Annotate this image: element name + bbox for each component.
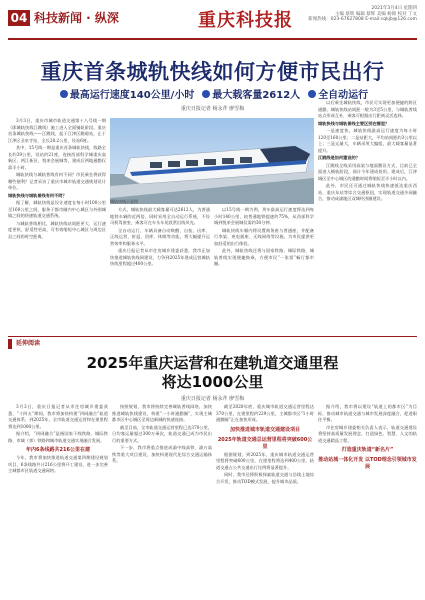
bullet-text: 最大载客量2612人	[212, 90, 301, 101]
second-column-3	[216, 404, 314, 594]
paragraph: 其中，15号线一期是重庆首条城轨快线，线路全长约39公里，设站约21座，连接西部科学城重庆高新区、两江新区、悦来会展城等，建成后两地通勤仅需半小时。	[8, 145, 106, 170]
paragraph: 根据规划，到2025年，重庆城市轨道交通运营里程将突破600公里，在建里程将达到400公里，轨道交通占公共交通出行比例将显著提升。	[216, 451, 314, 470]
paragraph: 截至2020年底，重庆城市轨道交通运营里程达370公里，在建里程约229公里，主城都市区“1小时通勤圈”正在加快形成。	[216, 404, 314, 422]
section-name: 科技新闻 · 纵深	[34, 11, 119, 25]
paragraph: 同时，我市还将积极探索轨道交通与沿线土地综合开发，推动TOD模式发展，提升城市品质。	[216, 472, 314, 484]
second-column-4	[318, 404, 417, 594]
paragraph: 全自动运行，车辆具备自动唤醒、自检、出库、正线运营、折返、回库、休眠等功能，将大幅提升运营效率和服务水平。	[110, 227, 210, 246]
bullet-dot-icon	[202, 90, 210, 98]
extended-reading-tag: 延伸阅读	[8, 339, 44, 349]
subheading: 推动站城一体化开发 以TOD理念引领城市发展	[318, 457, 417, 470]
paragraph: 据介绍，“四网融合”是指国家干线铁路、城际铁路、市域（郊）铁路和城市轨道交通实现融合发展。	[8, 431, 108, 443]
lead-column-3	[214, 207, 314, 334]
section-number: 04	[8, 10, 30, 26]
paragraph: 江跳线全线采用高架与地面敷设方式，目前已全面进入铺轨阶段，预计今年建成投用。建成后，江津城区至中心城区的通勤时间将缩短至半小时以内。	[318, 162, 417, 181]
date-line: 2021年3月4日 星期四	[371, 6, 417, 11]
paragraph: 据了解，城轨快线是设计速度在每小时100公里至160公里之间，服务于都市圈内中心城区与外围城镇之间的快速轨道交通系统。	[8, 200, 106, 218]
paragraph: 重庆日报记者从市住房城乡建委获悉，我市正加快推进城轨快线网建设，力争到2025年建成运营城轨快线里程超过400公里。	[110, 248, 210, 266]
second-column-2	[112, 404, 212, 594]
lead-column-2	[110, 207, 210, 334]
second-byline: 重庆日报记者 杨永芹 廖雪梅	[180, 396, 245, 402]
masthead-rule	[8, 38, 417, 40]
paragraph: 城轨快线车厢内将设置商务座与普通座，并配备行李架、充电插座、无线网络等设施，为市民提供更加舒适的出行体验。	[214, 227, 314, 246]
bullet-text: 全自动运行	[318, 90, 369, 101]
subheading: 城轨快线与城轨普线有何不同？	[8, 192, 67, 198]
paper-name-logo: 重庆科技报	[198, 10, 293, 31]
masthead	[8, 4, 417, 42]
subheading: 加快推进城市轨道交通建设项目	[229, 426, 300, 433]
paragraph: 以后乘坐城轨快线，市民可实现更加便捷的跨区通勤。城轨快线站间距一般为3至5公里，与城轨普线站点形成互补，乘客可根据出行距离灵活选择。	[318, 100, 417, 118]
masthead-meta	[299, 6, 417, 23]
paragraph: 下一步，我市将重点推进成渝中线高铁、渝万高铁等重大项目建设，加快构建现代化综合交通运输体系。	[112, 445, 212, 463]
paragraph: 此外，城轨快线还将与国家铁路、城际铁路、城轨普线实现便捷换乘，方便市民“一张票”畅行都市圈。	[214, 248, 314, 266]
lead-headline: 重庆首条城轨快线如何方便市民出行	[40, 60, 385, 84]
paragraph: 与城轨普线相比，城轨快线站间距更大、运行速度更快、舒适性更高，可有效缩短中心城区与周边区县之间的时空距离。	[8, 220, 106, 239]
paragraph: 截至目前，全市轨道交通运营里程已达370公里，日均客运量超过300万乘次，轨道交通已成为市民出行的重要方式。	[112, 424, 212, 443]
paragraph: 据介绍，我市将以建设“轨道上的都市区”为目标，推动城市轨道交通与城市发展深度融合，促进职住平衡。	[318, 404, 417, 422]
paragraph: 以15号线一期为例，列车最高运行速度将达到每小时140公里，较普通地铁提速约75%，从西部科学城到悦来会展城仅需约30分钟。	[214, 207, 314, 225]
paragraph: 今年，我市将加快推进轨道交通第四期建设规划项目，6条线路共计216公里将开工建设，进一步完善主城都市区轨道交通网络。	[8, 455, 108, 473]
paragraph: 方式，城轨快线最大载客量可达2612人，为普通地铁车辆的近两倍，同时采用全自动运行系统，不设司机驾驶室，乘客可在车头车尾欣赏沿线风光。	[110, 207, 210, 225]
paragraph: 3月3日，重庆市城市轨道交通第十八号线一期（即城轨快线江跳线）施工进入全面铺轨阶段。重庆首条城轨快线——江跳线，起于江津区跳磴站，止于江津区圣泉寺站，全长28.2公里，设站6座。	[8, 118, 106, 143]
bullet-dot-icon	[60, 90, 68, 98]
second-headline	[40, 354, 385, 392]
subheading: 年内6条线路共216公里在建	[26, 447, 90, 453]
subheading: 江跳线是如何建设的？	[318, 155, 360, 160]
editor-line: 主编 蔡辉 编辑 蔡辉 美编 杨锦 校对 丁文	[334, 11, 417, 17]
subheading: 2025年轨道交通总运营里程将突破600公里	[217, 436, 313, 450]
subheading: 城轨快线与城轨普线主要区别在哪里？	[318, 120, 390, 126]
paragraph: 此外，市民还可通过城轨快线快速抵达重庆西站、重庆东站等综合交通枢纽，实现轨道交通多网融合，推动成渝地区双城经济圈建设。	[318, 183, 417, 201]
lead-byline: 重庆日报记者 杨永芹 廖雪梅	[180, 106, 245, 112]
lead-column-1	[8, 118, 106, 334]
contact-line: 新闻热线：023-67627808 E-mail:cqkjb@126.com	[308, 17, 417, 22]
second-column-1	[8, 404, 108, 594]
lead-bullets	[44, 86, 384, 101]
paragraph: 城轨快线与城轨普线有何不同？市民乘坐将获得哪些便利？记者采访了重庆市城市轨道交通规划设计单位。	[8, 172, 106, 190]
paragraph: 市住房城乡建委相关负责人表示，轨道交通建设将坚持高质量发展理念，打造绿色、智慧、人文的轨道交通精品工程。	[318, 424, 417, 443]
section-divider	[8, 336, 417, 337]
second-headline-line-2: 将达1000公里	[161, 373, 264, 391]
bullet-text: 最高运行速度140公里/小时	[69, 90, 195, 101]
paragraph: 3月3日，重庆日报记者从市住房城乡建委获悉，“十四五”期间，我市将加快构建“四网融合”轨道交通体系，到2025年，全市轨道交通运营和在建里程将达到1000公里。	[8, 404, 108, 429]
photo-caption: 城轨快线示意图	[110, 199, 138, 204]
bullet-capacity	[202, 86, 300, 101]
lead-column-4	[318, 100, 417, 334]
bullet-dot-icon	[308, 90, 316, 98]
train-photo	[110, 118, 314, 204]
paragraph: 一是速度快，城轨快线最高运行速度为每小时120至160公里；二是站距大，平均站间距约3公里以上；三是运量大，车辆采用大编组，最大载客量显著提升。	[318, 128, 417, 153]
second-headline-line-1: 2025年重庆运营和在建轨道交通里程	[86, 354, 339, 372]
paragraph: 按照规划，我市将持续完善城轨普线网络，加快推进城轨快线建设，构建“一小时通勤圈”，实现主城都市区中心城区至周边新城的快速连接。	[112, 404, 212, 422]
bullet-automation	[308, 86, 368, 101]
bullet-speed	[60, 86, 195, 101]
subheading: 打造重庆轨道“新名片”	[341, 447, 394, 453]
